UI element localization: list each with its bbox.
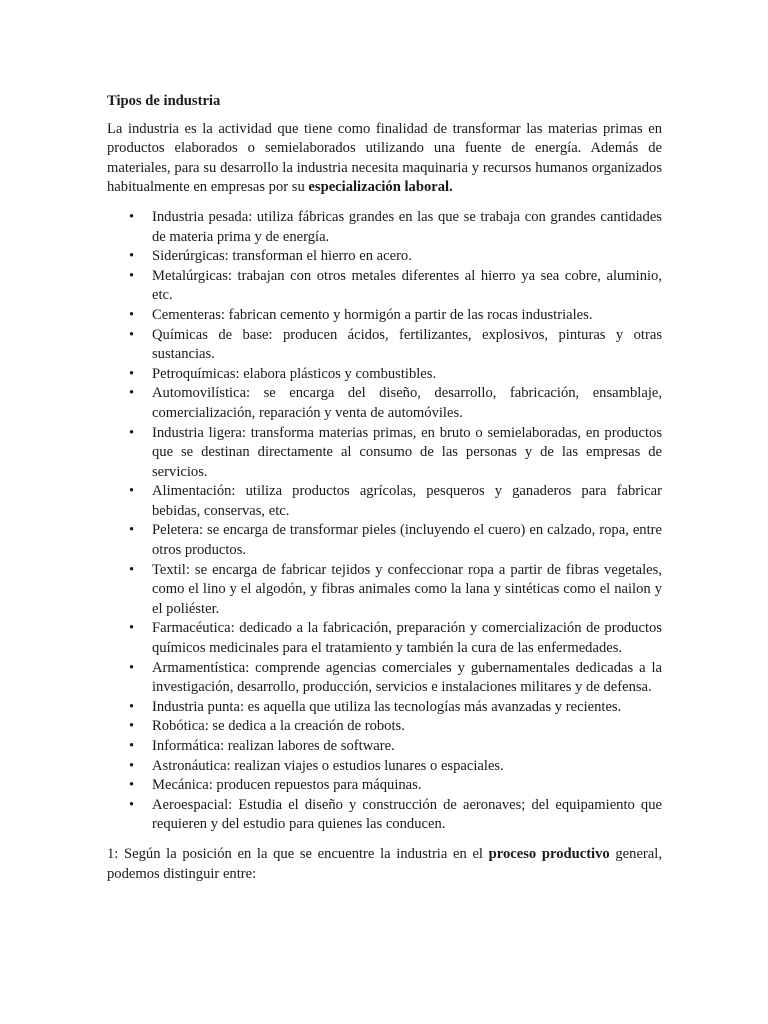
list-item: [107, 659, 662, 698]
intro-paragraph: [107, 120, 662, 198]
closing-text-before: 1: Según la posición en la que se encuentre la industria en el: [107, 845, 489, 862]
list-item: [107, 267, 662, 306]
list-item-text: Informática: realizan labores de software.: [152, 738, 395, 754]
closing-paragraph: [107, 845, 662, 884]
list-item: [107, 521, 662, 560]
list-item-text: Mecánica: producen repuestos para máquinas.: [152, 777, 422, 794]
list-item: [107, 208, 662, 247]
list-item-text: Alimentación: utiliza productos agrícolas, pesqueros y ganaderos para fabricar bebidas, conservas, etc.: [152, 483, 662, 519]
list-item: [107, 619, 662, 658]
bullet-icon: •: [129, 326, 135, 343]
bullet-icon: •: [129, 757, 135, 774]
document-title: Tipos de industria: [107, 93, 221, 109]
list-item-text: Armamentística: comprende agencias comerciales y gubernamentales dedicadas a la investigación, desarrollo, producción, servicios e instalaciones militares y de defensa.: [152, 659, 662, 696]
list-item-text: Industria punta: es aquella que utiliza las tecnologías más avanzadas y recientes.: [152, 698, 622, 715]
list-item-text: Petroquímicas: elabora plásticos y combustibles.: [152, 365, 437, 382]
list-item: [107, 717, 662, 737]
bullet-icon: •: [129, 777, 135, 794]
bullet-icon: •: [129, 248, 135, 265]
list-item: [107, 796, 662, 835]
list-item-text: Aeroespacial: Estudia el diseño y construcción de aeronaves; del equipamiento que requieren y del estudio para quienes las conducen.: [152, 796, 662, 833]
bullet-icon: •: [129, 522, 135, 539]
bullet-icon: •: [129, 267, 135, 284]
list-item: [107, 737, 662, 757]
industry-list: [107, 208, 662, 835]
bullet-icon: •: [129, 620, 135, 637]
bullet-icon: •: [129, 561, 135, 578]
bullet-icon: •: [129, 796, 135, 813]
list-item-text: Metalúrgicas: trabajan con otros metales diferentes al hierro ya sea cobre, aluminio, etc.: [152, 267, 662, 304]
list-item: [107, 757, 662, 777]
list-item-text: Robótica: se dedica a la creación de robots.: [152, 718, 405, 735]
list-item-text: Industria pesada: utiliza fábricas grandes en las que se trabaja con grandes cantidades de materia prima y de energía.: [152, 208, 662, 245]
list-item: [107, 561, 662, 620]
list-item-text: Químicas de base: producen ácidos, fertilizantes, explosivos, pinturas y otras sustancias.: [152, 326, 662, 363]
closing-text-after: general, podemos distinguir entre:: [107, 845, 662, 882]
bullet-icon: •: [129, 483, 135, 500]
bullet-icon: •: [129, 659, 135, 676]
bullet-icon: •: [129, 385, 135, 402]
list-item: [107, 365, 662, 385]
list-item-text: Astronáutica: realizan viajes o estudios lunares o espaciales.: [152, 757, 504, 774]
bullet-icon: •: [129, 208, 135, 225]
list-item: [107, 424, 662, 483]
document-page: [107, 92, 662, 894]
list-item-text: Industria ligera: transforma materias primas, en bruto o semielaboradas, en productos que se destinan directamente al consumo de las personas y de las empresas de servicios.: [152, 424, 662, 480]
bullet-icon: •: [129, 738, 135, 754]
bullet-icon: •: [129, 306, 135, 323]
list-item-text: Cementeras: fabrican cemento y hormigón a partir de las rocas industriales.: [152, 306, 593, 323]
list-item: [107, 384, 662, 423]
list-item: [107, 306, 662, 326]
list-item: [107, 326, 662, 365]
intro-text: La industria es la actividad que tiene como finalidad de transformar las materias primas en productos elaborados o semielaborados utilizando una fuente de energía. Además de materiales, para su desarrollo la industria necesita maquinaria y recursos humanos organizados habitualmente en empresas por su: [107, 120, 662, 196]
list-item-text: Farmacéutica: dedicado a la fabricación, preparación y comercialización de productos químicos medicinales para el tratamiento y también la cura de las enfermedades.: [152, 620, 662, 657]
list-item-text: Peletera: se encarga de transformar pieles (incluyendo el cuero) en calzado, ropa, entre otros productos.: [152, 522, 662, 559]
list-item: [107, 776, 662, 796]
list-item-text: Automovilística: se encarga del diseño, desarrollo, fabricación, ensamblaje, comercialización, reparación y venta de automóviles.: [152, 385, 662, 421]
list-item: [107, 247, 662, 267]
list-item: [107, 698, 662, 718]
closing-bold-text: proceso productivo: [488, 845, 610, 862]
bullet-icon: •: [129, 718, 135, 735]
bullet-icon: •: [129, 365, 135, 382]
intro-bold-text: especialización laboral.: [308, 179, 453, 196]
list-item: [107, 482, 662, 521]
bullet-icon: •: [129, 424, 135, 441]
list-item-text: Siderúrgicas: transforman el hierro en acero.: [152, 248, 412, 265]
list-item-text: Textil: se encarga de fabricar tejidos y confeccionar ropa a partir de fibras vegetales, como el lino y el algodón, y fibras animales como la lana y sintéticas como el nailon y el poliéster.: [152, 561, 662, 617]
bullet-icon: •: [129, 698, 135, 715]
